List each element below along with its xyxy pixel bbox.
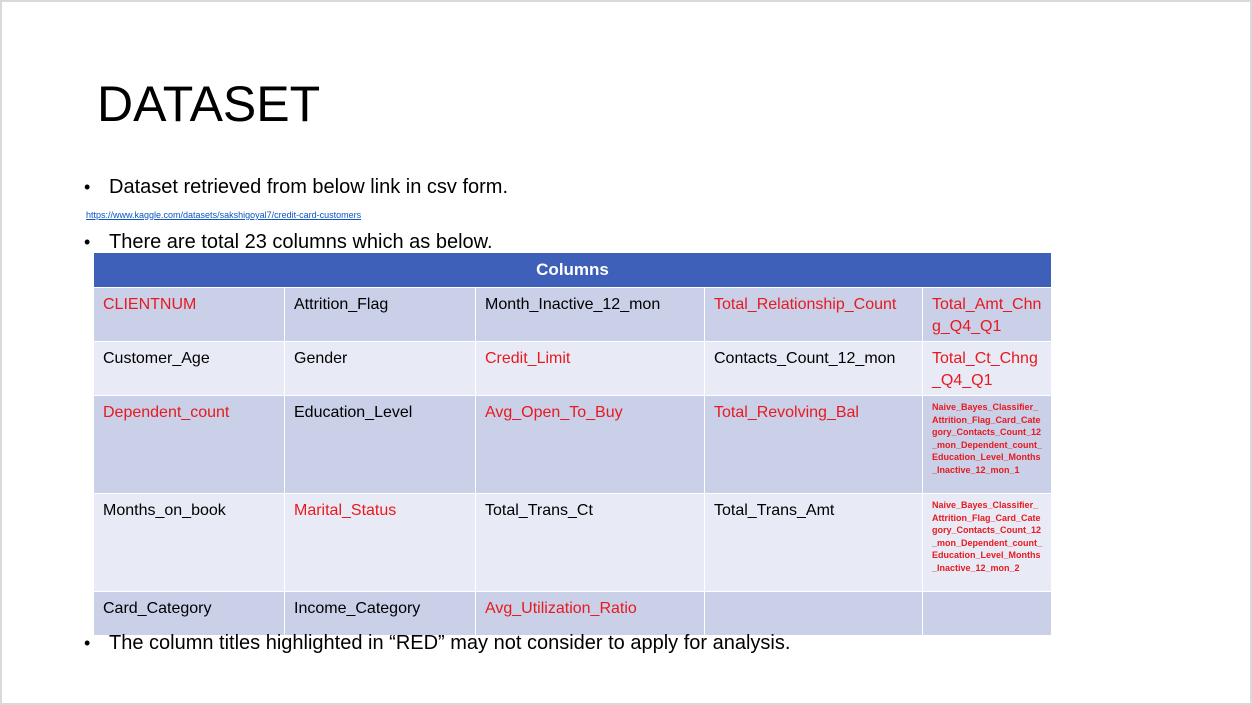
table-cell: Contacts_Count_12_mon	[705, 342, 923, 396]
table-cell: Income_Category	[285, 592, 476, 636]
bullet-dot-icon: •	[84, 232, 91, 252]
table-row	[94, 288, 1052, 342]
bullet-text: The column titles highlighted in “RED” may not consider to apply for analysis.	[109, 632, 791, 654]
table-cell: Total_Ct_Chng_Q4_Q1	[923, 342, 1052, 396]
table-cell: Naive_Bayes_Classifier_Attrition_Flag_Card_Category_Contacts_Count_12_mon_Dependent_count_Education_Level_Months_Inactive_12_mon_1	[923, 396, 1052, 494]
table-row	[94, 592, 1052, 636]
table-cell-empty	[705, 592, 923, 636]
bullet-columns-count	[84, 230, 493, 254]
columns-table-header: Columns	[94, 253, 1052, 288]
table-cell: Credit_Limit	[476, 342, 705, 396]
table-cell: Attrition_Flag	[285, 288, 476, 342]
bullet-text: There are total 23 columns which as below.	[109, 231, 493, 253]
table-row	[94, 342, 1052, 396]
table-cell: Total_Trans_Ct	[476, 494, 705, 592]
bullet-red-note	[84, 631, 790, 655]
table-cell: Dependent_count	[94, 396, 285, 494]
table-cell: Marital_Status	[285, 494, 476, 592]
table-cell-empty	[923, 592, 1052, 636]
table-cell: Total_Amt_Chng_Q4_Q1	[923, 288, 1052, 342]
table-cell: Avg_Utilization_Ratio	[476, 592, 705, 636]
table-cell: Avg_Open_To_Buy	[476, 396, 705, 494]
table-row	[94, 494, 1052, 592]
table-cell: Education_Level	[285, 396, 476, 494]
table-cell: Customer_Age	[94, 342, 285, 396]
table-cell: Total_Relationship_Count	[705, 288, 923, 342]
bullet-text: Dataset retrieved from below link in csv form.	[109, 176, 509, 198]
kaggle-dataset-link[interactable]: https://www.kaggle.com/datasets/sakshigoyal7/credit-card-customers	[86, 210, 362, 220]
table-cell: Card_Category	[94, 592, 285, 636]
table-cell: Total_Revolving_Bal	[705, 396, 923, 494]
slide-title: DATASET	[97, 76, 321, 132]
table-cell: CLIENTNUM	[94, 288, 285, 342]
table-row	[94, 396, 1052, 494]
table-cell: Total_Trans_Amt	[705, 494, 923, 592]
table-cell: Naive_Bayes_Classifier_Attrition_Flag_Card_Category_Contacts_Count_12_mon_Dependent_count_Education_Level_Months_Inactive_12_mon_2	[923, 494, 1052, 592]
table-cell: Month_Inactive_12_mon	[476, 288, 705, 342]
table-cell: Months_on_book	[94, 494, 285, 592]
bullet-dataset-source	[84, 175, 508, 199]
bullet-dot-icon: •	[84, 633, 91, 653]
table-cell: Gender	[285, 342, 476, 396]
bullet-dot-icon: •	[84, 177, 91, 197]
columns-table	[93, 252, 1052, 636]
